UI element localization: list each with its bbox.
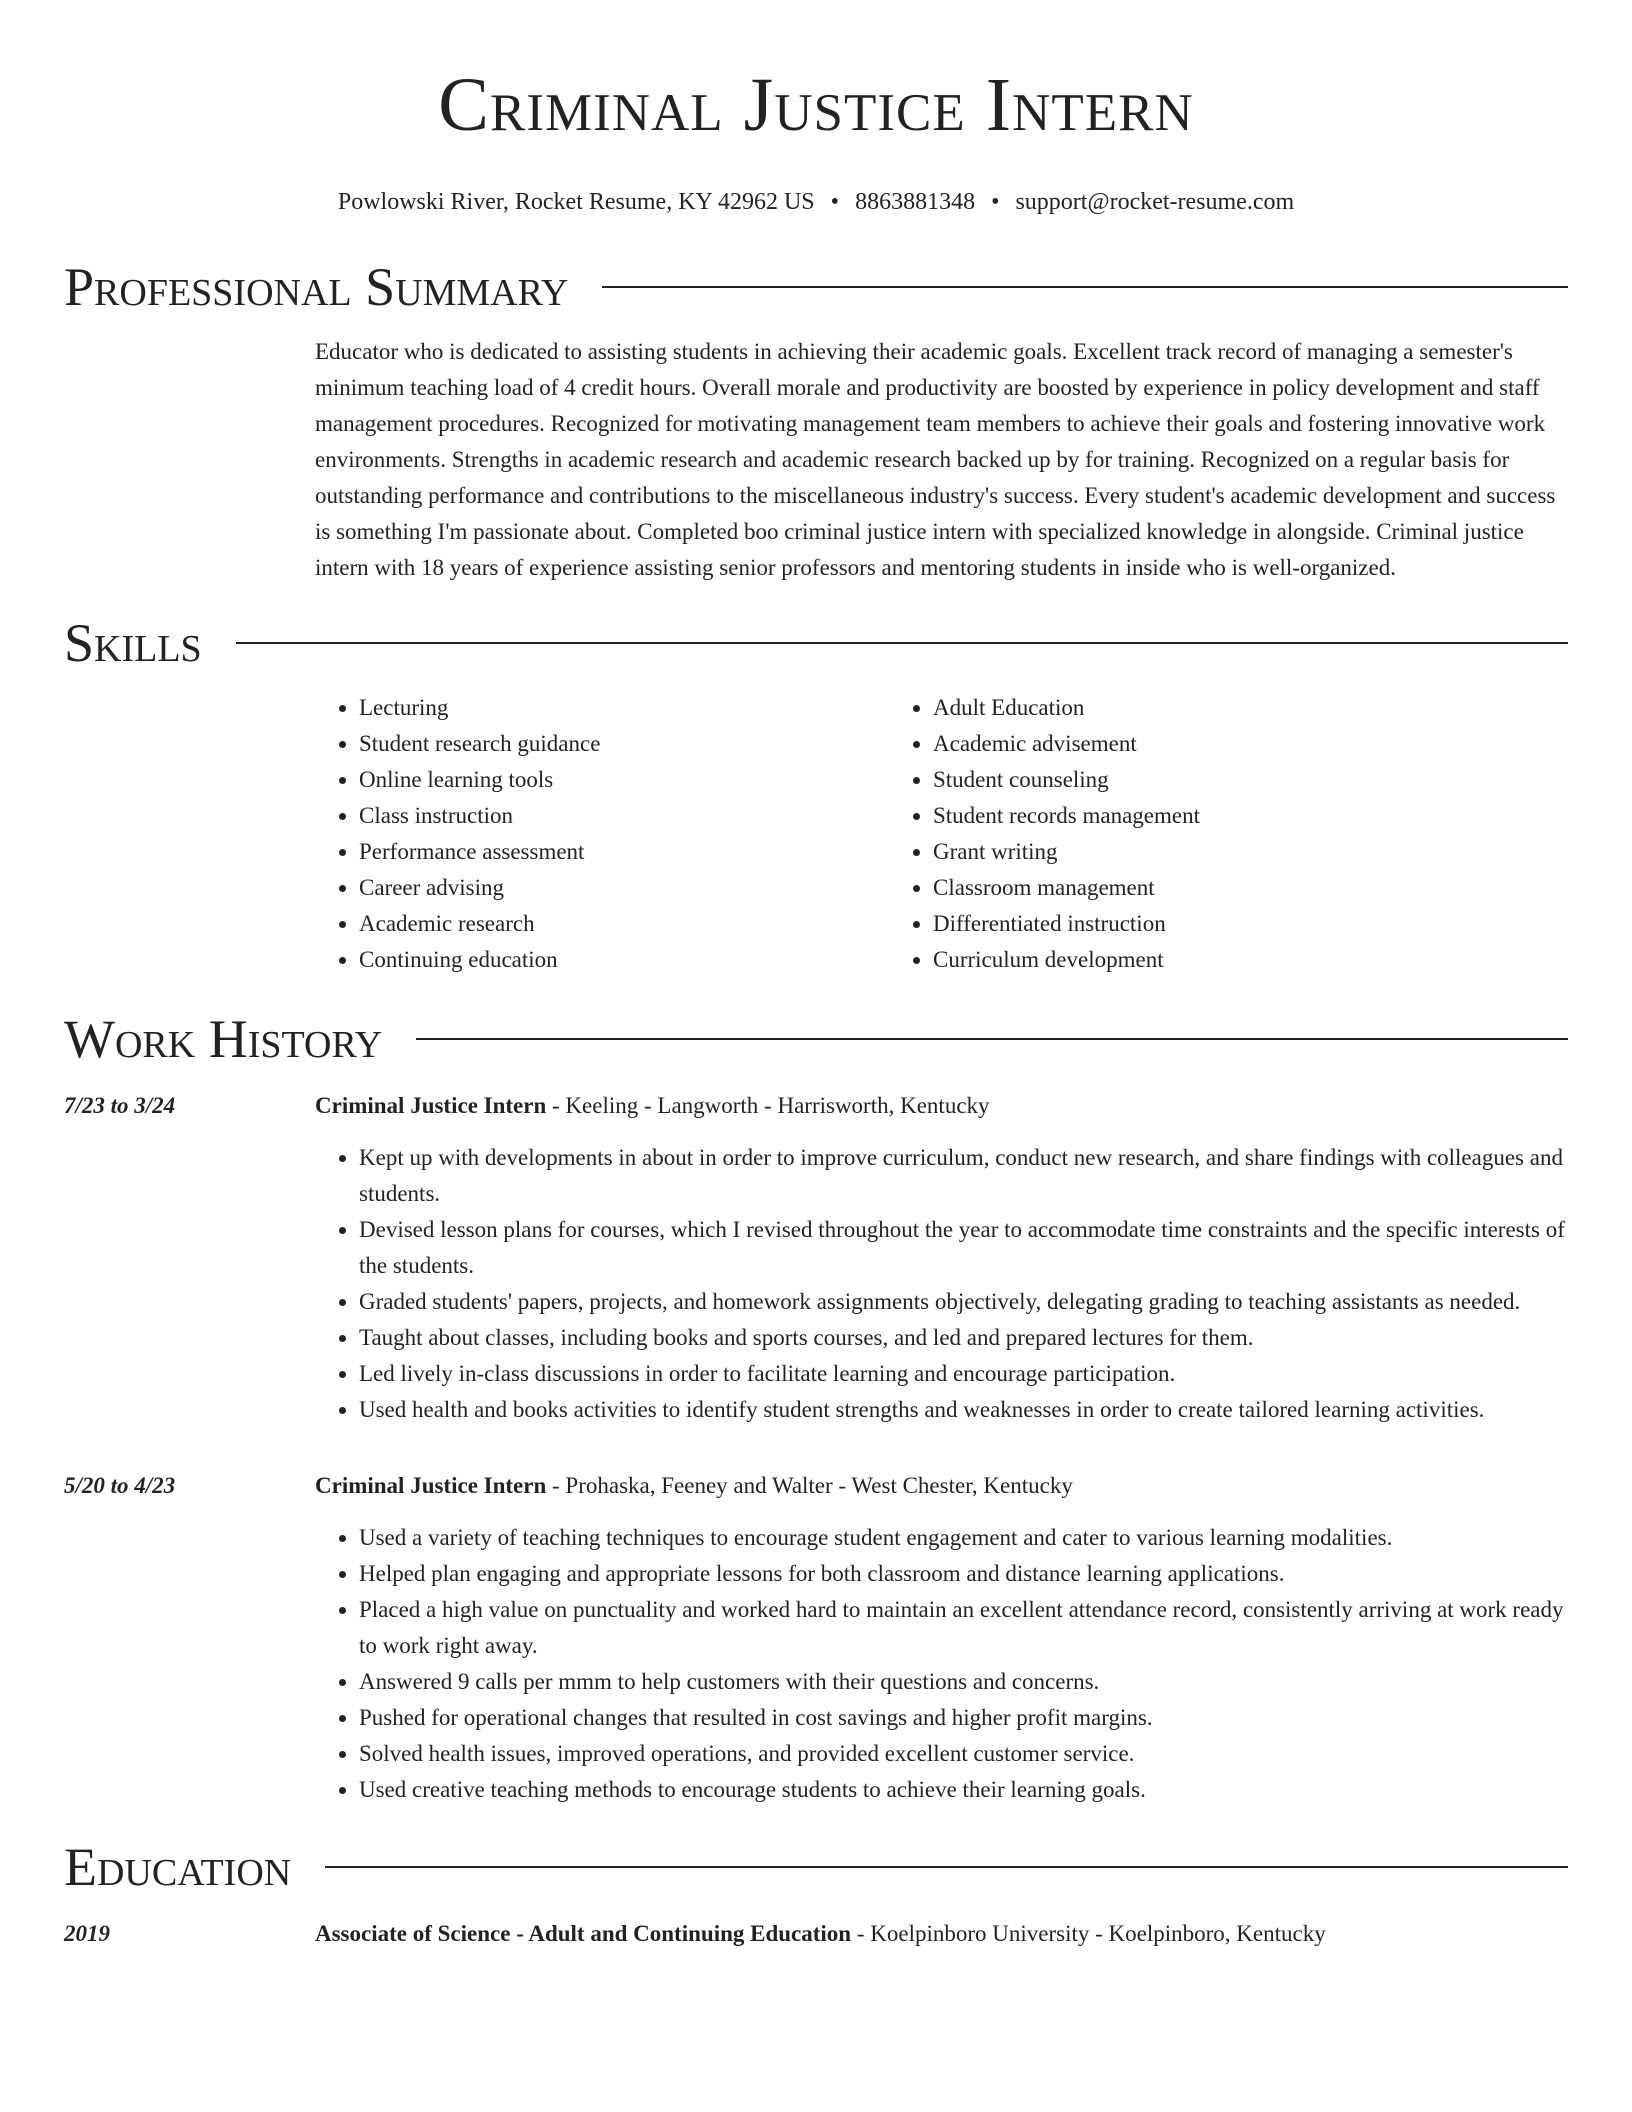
job-title-line	[315, 1468, 1568, 1504]
skill-item: • Performance assessment	[359, 834, 889, 870]
skill-item: • Differentiated instruction	[933, 906, 1463, 942]
work-header	[64, 1004, 1568, 1074]
skill-item: • Adult Education	[933, 690, 1463, 726]
contact-email: support@rocket-resume.com	[1015, 189, 1295, 215]
skills-header	[64, 608, 1568, 678]
skill-item: • Student counseling	[933, 762, 1463, 798]
job-bullets	[315, 1520, 1568, 1808]
skill-item: • Student research guidance	[359, 726, 889, 762]
job-bullet: • Used health and books activities to identify student strengths and weaknesses in order to create tailored learning activities.	[359, 1392, 1568, 1428]
job-bullet: • Graded students' papers, projects, and homework assignments objectively, delegating grading to teaching assistants as needed.	[359, 1284, 1568, 1320]
skills-grid	[315, 690, 1568, 978]
job-bullet: • Pushed for operational changes that resulted in cost savings and higher profit margins.	[359, 1700, 1568, 1736]
summary-text: Educator who is dedicated to assisting students in achieving their academic goals. Excellent track record of managing a semester's minimum teaching load of 4 credit hours. Overall morale and productivity are boosted by experience in policy development and staff management procedures. Recognized for motivating management team members to achieve their goals and fostering innovative work environments. Strengths in academic research and academic research backed up by for training. Recognized on a regular basis for outstanding performance and contributions to the miscellaneous industry's success. Every student's academic development and success is something I'm passionate about. Completed boo criminal justice intern with specialized knowledge in alongside. Criminal justice intern with 18 years of experience assisting senior professors and mentoring students in inside who is well-organized.	[315, 339, 1556, 580]
education-degree: Associate of Science - Adult and Continuing Education	[315, 1921, 852, 1946]
job-title: Criminal Justice Intern	[315, 1093, 547, 1118]
job-entry	[64, 1088, 1568, 1428]
job-entry	[64, 1468, 1568, 1808]
skill-item: • Class instruction	[359, 798, 889, 834]
summary-heading: Professional Summary	[64, 257, 569, 317]
job-bullet: • Answered 9 calls per mmm to help customers with their questions and concerns.	[359, 1664, 1568, 1700]
skill-item: • Academic research	[359, 906, 889, 942]
summary-section	[64, 252, 1568, 586]
skills-column-right	[889, 690, 1463, 978]
work-heading: Work History	[64, 1009, 383, 1069]
education-list	[64, 1916, 1568, 1952]
contact-line	[64, 186, 1568, 218]
candidate-name: Criminal Justice Intern	[438, 63, 1194, 147]
job-bullet: • Used creative teaching methods to encourage students to achieve their learning goals.	[359, 1772, 1568, 1808]
section-divider	[325, 1866, 1568, 1868]
job-title: Criminal Justice Intern	[315, 1473, 547, 1498]
job-employer: - Keeling - Langworth - Harrisworth, Kentucky	[546, 1093, 990, 1118]
contact-separator: •	[830, 189, 840, 215]
skill-item: • Student records management	[933, 798, 1463, 834]
skills-column-left	[315, 690, 889, 978]
summary-header	[64, 252, 1568, 322]
job-bullet: • Taught about classes, including books and sports courses, and led and prepared lectures for them.	[359, 1320, 1568, 1356]
contact-address: Powlowski River, Rocket Resume, KY 42962 US	[337, 189, 815, 215]
education-school: - Koelpinboro University - Koelpinboro, Kentucky	[851, 1921, 1326, 1946]
skill-item: • Lecturing	[359, 690, 889, 726]
education-heading: Education	[64, 1837, 292, 1897]
job-bullet: • Kept up with developments in about in order to improve curriculum, conduct new research, and share findings with colleagues and students.	[359, 1140, 1568, 1212]
section-divider	[602, 286, 1568, 288]
education-section	[64, 1832, 1568, 1952]
job-bullet: • Helped plan engaging and appropriate lessons for both classroom and distance learning applications.	[359, 1556, 1568, 1592]
education-entry	[64, 1916, 1568, 1952]
job-bullet: • Used a variety of teaching techniques to encourage student engagement and cater to various learning modalities.	[359, 1520, 1568, 1556]
job-employer: - Prohaska, Feeney and Walter - West Chester, Kentucky	[546, 1473, 1073, 1498]
education-body	[315, 1916, 1568, 1952]
education-year: 2019	[64, 1921, 110, 1946]
skill-item: • Classroom management	[933, 870, 1463, 906]
job-date: 5/20 to 4/23	[64, 1473, 176, 1498]
skill-item: • Continuing education	[359, 942, 889, 978]
section-divider	[416, 1038, 1568, 1040]
work-section	[64, 1004, 1568, 1808]
skills-heading: Skills	[64, 613, 202, 673]
skill-item: • Online learning tools	[359, 762, 889, 798]
skill-item: • Curriculum development	[933, 942, 1463, 978]
job-bullet: • Led lively in-class discussions in order to facilitate learning and encourage participation.	[359, 1356, 1568, 1392]
job-list	[64, 1088, 1568, 1808]
skill-item: • Grant writing	[933, 834, 1463, 870]
job-date: 7/23 to 3/24	[64, 1093, 176, 1118]
skill-item: • Career advising	[359, 870, 889, 906]
skill-item: • Academic advisement	[933, 726, 1463, 762]
job-body	[315, 1468, 1568, 1808]
contact-phone: 8863881348	[855, 189, 976, 215]
skills-section	[64, 608, 1568, 978]
job-body	[315, 1088, 1568, 1428]
job-bullets	[315, 1140, 1568, 1428]
job-title-line	[315, 1088, 1568, 1124]
section-divider	[236, 642, 1568, 644]
education-header	[64, 1832, 1568, 1902]
job-bullet: • Solved health issues, improved operations, and provided excellent customer service.	[359, 1736, 1568, 1772]
job-bullet: • Placed a high value on punctuality and worked hard to maintain an excellent attendance record, consistently arriving at work ready to work right away.	[359, 1592, 1568, 1664]
contact-separator: •	[991, 189, 1000, 215]
job-bullet: • Devised lesson plans for courses, which I revised throughout the year to accommodate time constraints and the specific interests of the students.	[359, 1212, 1568, 1284]
